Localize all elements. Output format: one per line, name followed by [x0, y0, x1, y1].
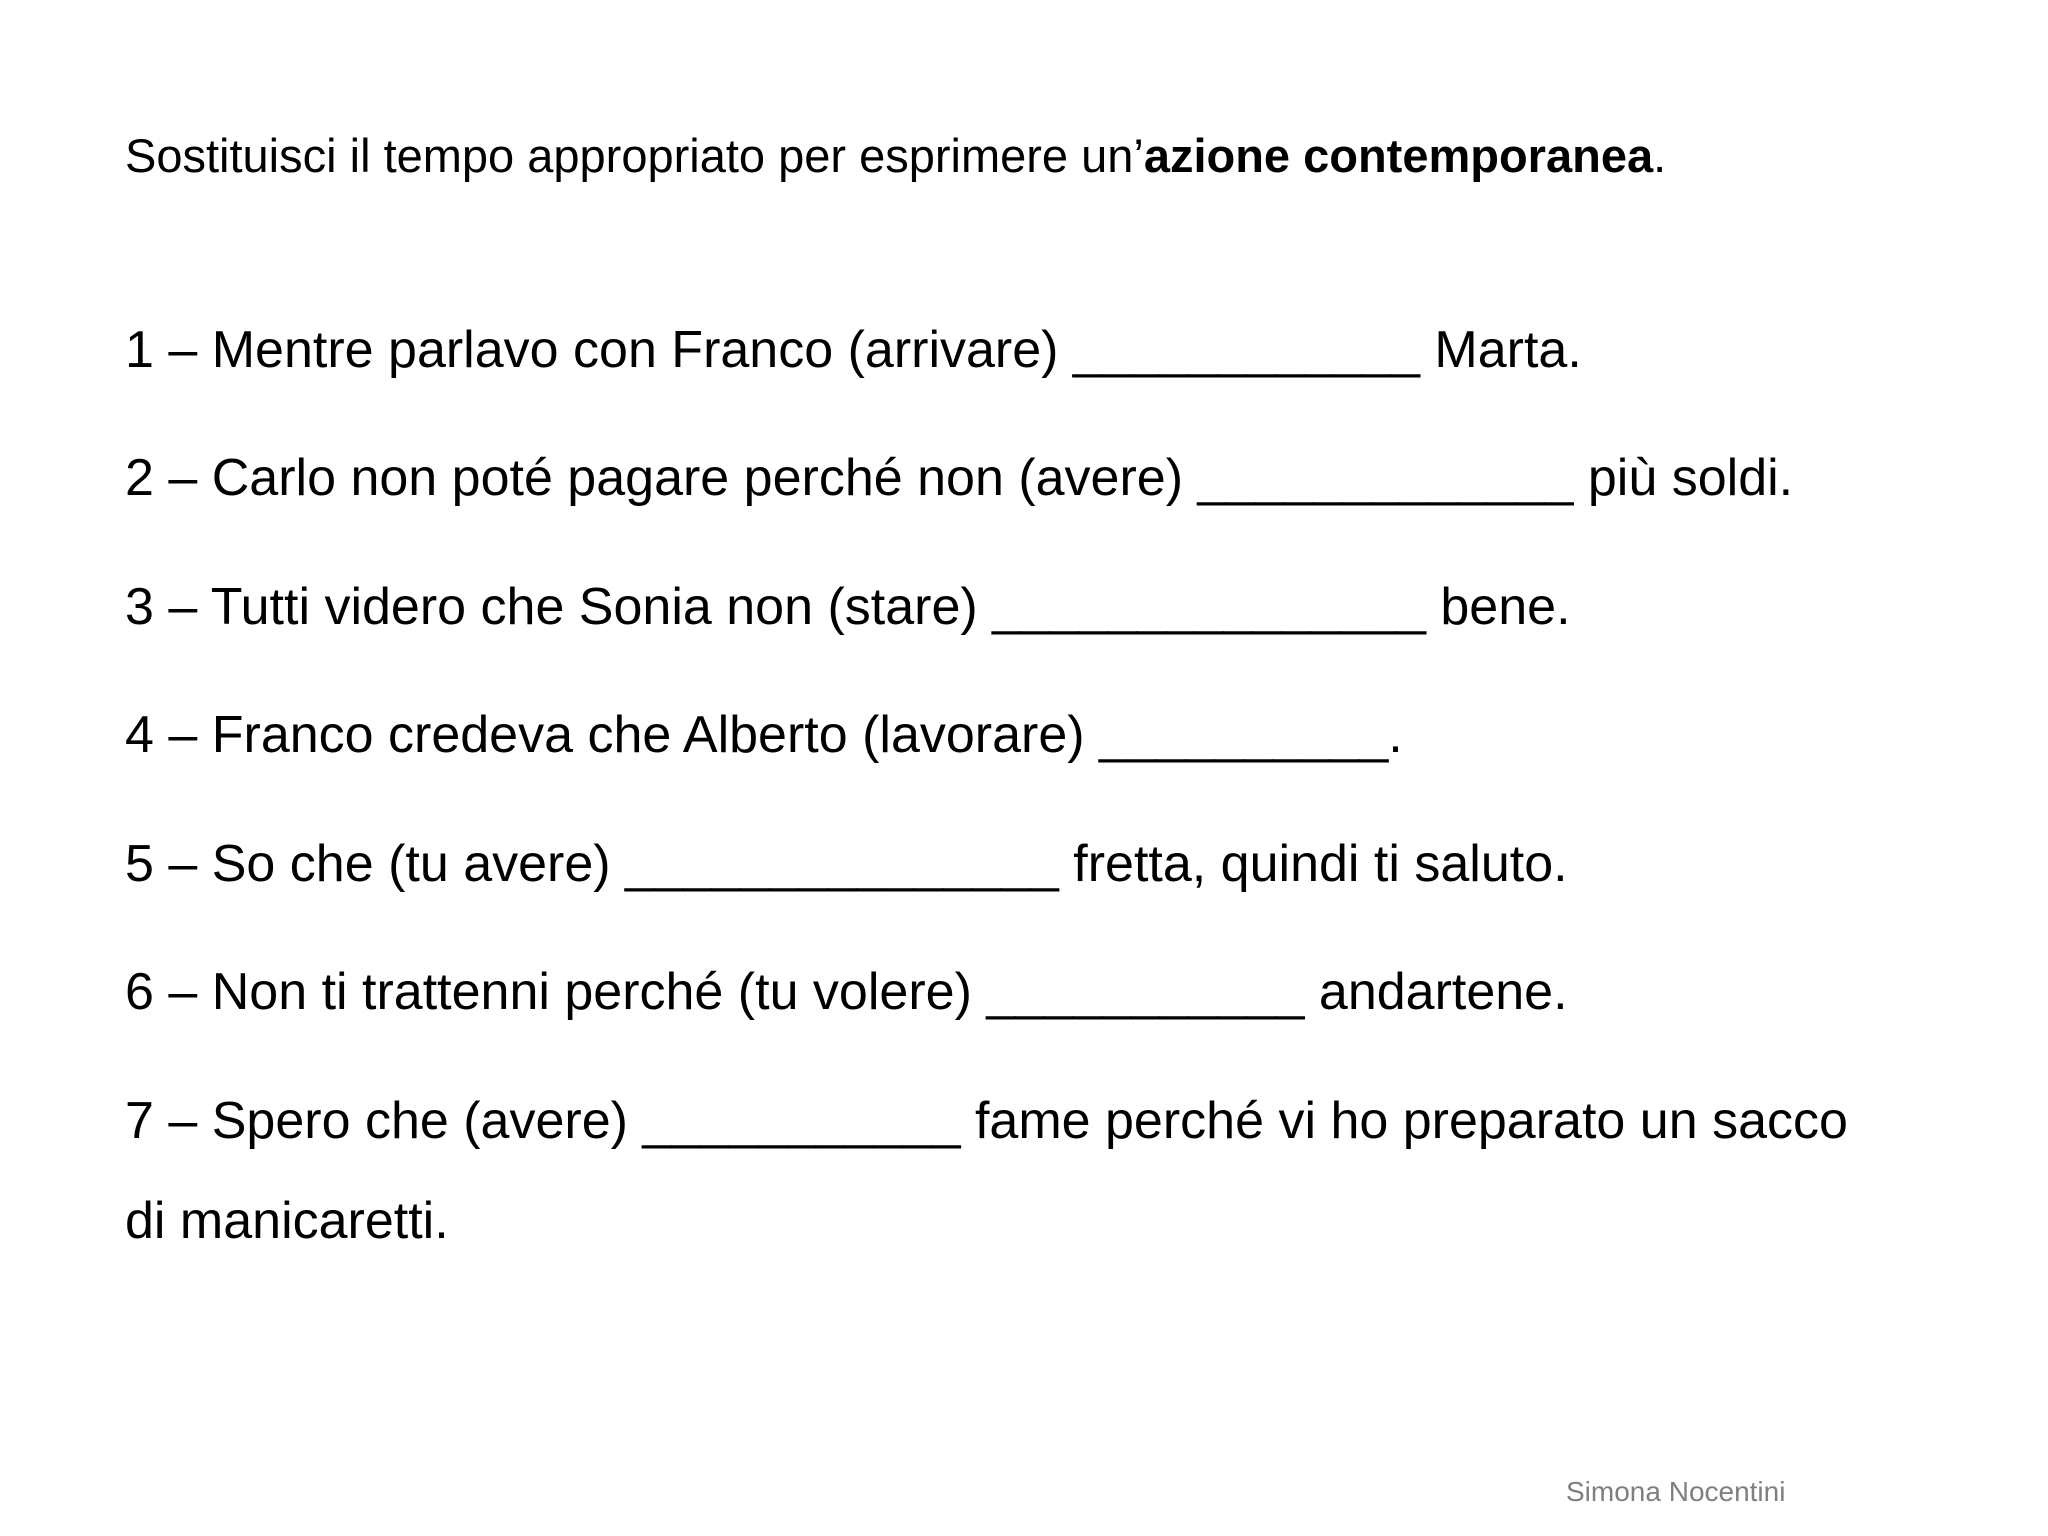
exercise-1: 1 – Mentre parlavo con Franco (arrivare) ____________ Marta.: [125, 321, 1582, 379]
exercise-5: 5 – So che (tu avere) _______________ fretta, quindi ti saluto.: [125, 835, 1568, 893]
exercise-4: 4 – Franco credeva che Alberto (lavorare) __________.: [125, 706, 1403, 764]
instruction-emphasis: azione contemporanea: [1143, 129, 1654, 182]
author-credit: Simona Nocentini: [1566, 1476, 1786, 1507]
exercise-7: 7 – Spero che (avere) ___________ fame perché vi ho preparato un sacco: [125, 1092, 1848, 1150]
exercise-7-continuation: di manicaretti.: [125, 1192, 449, 1250]
exercise-6: 6 – Non ti trattenni perché (tu volere) ___________ andartene.: [125, 963, 1568, 1021]
instruction-text-end: .: [1653, 129, 1667, 182]
instruction-text: [125, 126, 1666, 186]
instruction-text-start: Sostituisci il tempo appropriato per esprimere un’: [125, 129, 1144, 182]
exercise-2: 2 – Carlo non poté pagare perché non (avere) _____________ più soldi.: [125, 449, 1794, 507]
exercise-3: 3 – Tutti videro che Sonia non (stare) _______________ bene.: [125, 578, 1571, 636]
